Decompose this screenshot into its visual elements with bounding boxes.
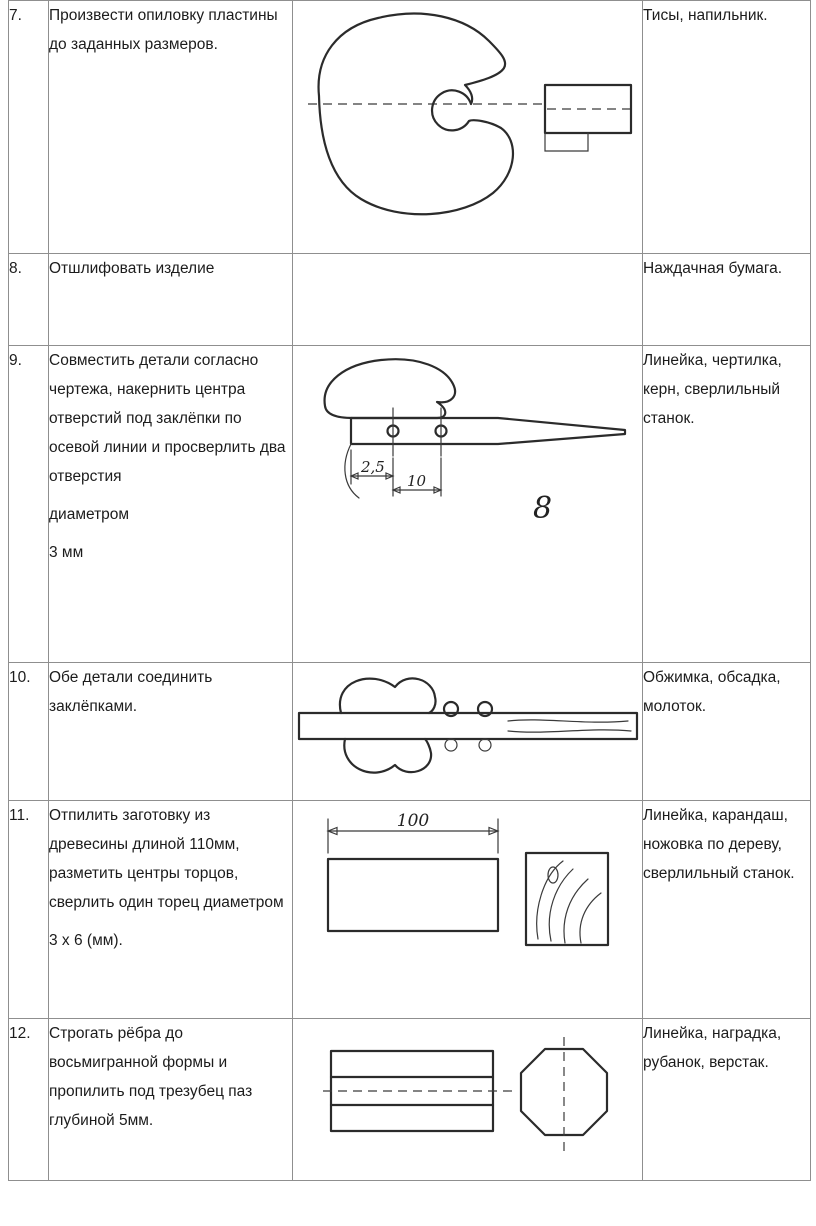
document-sheet	[8, 0, 810, 1181]
tools-label: Линейка, чертилка, керн, сверлильный станок.	[643, 352, 782, 427]
tools-label: Линейка, карандаш, ножовка по дереву, сверлильный станок.	[643, 807, 795, 882]
row-number	[9, 801, 49, 1019]
row-number-label: 7.	[9, 7, 22, 24]
tools-cell	[643, 1, 811, 254]
row-number-label: 12.	[9, 1025, 31, 1042]
tools-label: Обжимка, обсадка, молоток.	[643, 669, 781, 715]
dim-label-hole-spacing: 10	[407, 472, 427, 490]
operation-description: Обе детали соединить заклёпками.	[49, 669, 213, 715]
row-number-label: 8.	[9, 260, 22, 277]
tools-cell	[643, 801, 811, 1019]
octagon-handle-sketch	[293, 1019, 641, 1179]
sketch-cell	[293, 663, 643, 801]
tools-label: Линейка, наградка, рубанок, верстак.	[643, 1025, 782, 1071]
tools-cell	[643, 1019, 811, 1181]
row-number-label: 9.	[9, 352, 22, 369]
tools-cell	[643, 663, 811, 801]
table-row	[9, 1, 811, 254]
row-number	[9, 254, 49, 346]
operation-description: Произвести опиловку пластины до заданных размеров.	[49, 7, 278, 53]
row-number	[9, 1, 49, 254]
sketch-cell	[293, 1, 643, 254]
operation-description: Отпилить заготовку из древесины длиной 110мм, разметить центры торцов, сверлить один торец диаметром	[49, 807, 284, 911]
table-row	[9, 254, 811, 346]
operation-description: Отшлифовать изделие	[49, 260, 215, 277]
row-number	[9, 663, 49, 801]
dim-label-length: 100	[396, 811, 430, 831]
operation-cell	[49, 1019, 293, 1181]
operation-cell	[49, 663, 293, 801]
row-number	[9, 346, 49, 663]
tools-label: Тисы, напильник.	[643, 7, 768, 24]
open-end-wrench-profile-sketch	[293, 1, 641, 252]
operation-description: диаметром	[49, 506, 130, 523]
sketch-cell	[293, 346, 643, 663]
tools-cell	[643, 346, 811, 663]
sketch-cell	[293, 801, 643, 1019]
operation-cell	[49, 1, 293, 254]
row-number	[9, 1019, 49, 1181]
tools-label: Наждачная бумага.	[643, 260, 783, 277]
dim-label-edge-distance: 2,5	[361, 458, 385, 476]
process-table	[8, 0, 811, 1181]
operation-cell	[49, 254, 293, 346]
operation-description: Строгать рёбра до восьмигранной формы и пропилить под трезубец паз глубиной 5мм.	[49, 1025, 253, 1129]
sketch-cell-empty	[293, 254, 643, 346]
sketch-cell	[293, 1019, 643, 1181]
operation-description: 3 мм	[49, 544, 84, 561]
rivet-holes-layout-sketch	[293, 346, 641, 661]
row-number-label: 11.	[9, 807, 30, 824]
handwritten-note: 8	[533, 491, 553, 526]
table-row	[9, 801, 811, 1019]
riveted-assembly-sketch	[293, 663, 641, 799]
table-row	[9, 1019, 811, 1181]
row-number-label: 10.	[9, 669, 31, 686]
operation-description: 3 х 6 (мм).	[49, 932, 123, 949]
operation-description: Совместить детали согласно чертежа, накернить центра отверстий под заклёпки по осевой линии и просверлить два отверстия	[49, 352, 286, 485]
operation-cell	[49, 346, 293, 663]
wood-blank-sketch	[293, 801, 641, 1017]
table-row	[9, 346, 811, 663]
operation-cell	[49, 801, 293, 1019]
table-row	[9, 663, 811, 801]
tools-cell	[643, 254, 811, 346]
